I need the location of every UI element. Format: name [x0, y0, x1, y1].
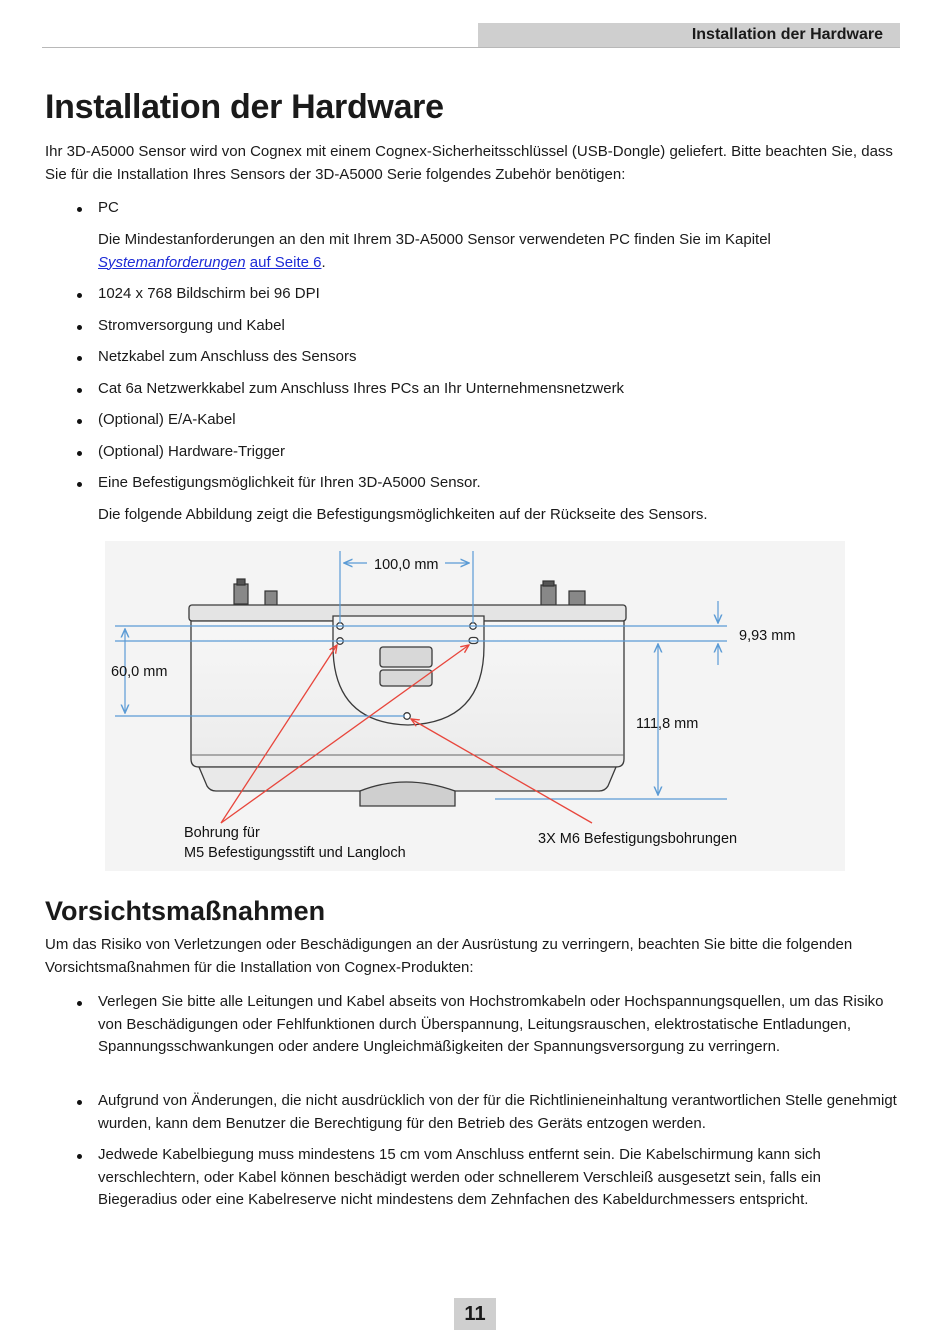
bullet-icon: [77, 451, 82, 456]
section-title: Vorsichtsmaßnahmen: [45, 896, 326, 926]
list-item-text: Aufgrund von Änderungen, die nicht ausdrücklich von der für die Richtlinieneinhaltung verantwortlichen Stelle genehmigt wurden, kann dem Benutzer die Berechtigung für den Betrieb des Geräts entzogen werden.: [98, 1092, 897, 1132]
page-title: Installation der Hardware: [45, 88, 444, 126]
header-divider: [42, 47, 900, 48]
safety-intro: Um das Risiko von Verletzungen oder Beschädigungen an der Ausrüstung zu verringern, beachten Sie bitte die folgenden Vorsichtsmaßnahmen für die Installation von Cognex-Produkten:: [45, 936, 853, 976]
holes-label: 3X M6 Befestigungsbohrungen: [538, 831, 738, 847]
sensor-body: [189, 605, 626, 806]
list-item-text: Stromversorgung und Kabel: [98, 317, 285, 334]
mounting-diagram: [105, 541, 845, 871]
bullet-icon: [77, 293, 82, 298]
list-item-text: Cat 6a Netzwerkkabel zum Anschluss Ihres PCs an Ihr Unternehmensnetzwerk: [98, 380, 625, 397]
mounting-note: Die folgende Abbildung zeigt die Befestigungsmöglichkeiten auf der Rückseite des Sensors.: [98, 506, 708, 523]
dimension-label-width: 100,0 mm: [374, 557, 439, 573]
bullet-icon: [77, 356, 82, 361]
bullet-icon: [77, 207, 82, 212]
bullet-icon: [77, 482, 82, 487]
list-item-text: PC: [98, 199, 119, 216]
pc-note-text: Die Mindestanforderungen an den mit Ihrem 3D-A5000 Sensor verwendeten PC finden Sie im Kapitel: [98, 231, 771, 248]
list-item-text: Netzkabel zum Anschluss des Sensors: [98, 348, 357, 365]
page-reference-link[interactable]: auf Seite 6: [249, 253, 322, 271]
bullet-icon: [77, 325, 82, 330]
list-item-text: (Optional) Hardware-Trigger: [98, 443, 286, 460]
bullet-icon: [77, 1154, 82, 1159]
list-item-text: Jedwede Kabelbiegung muss mindestens 15 cm vom Anschluss entfernt sein. Die Kabelschirmung kann sich verschlechtern, oder Kabel können beschädigt werden oder schnellerem Verschleiß ausgesetzt sein, falls ein Biegeradius oder eine Kabelreserve nicht mindestens dem Zehnfachen des Kabeldurchmessers entspricht.: [98, 1146, 821, 1208]
list-item-text: (Optional) E/A-Kabel: [98, 411, 236, 428]
bullet-icon: [77, 419, 82, 424]
list-item-text: 1024 x 768 Bildschirm bei 96 DPI: [98, 285, 320, 302]
dimension-label-left: 60,0 mm: [111, 664, 168, 680]
running-header: Installation der Hardware: [478, 23, 900, 48]
dimension-label-right: 111,8 mm: [636, 716, 699, 732]
bore-label-line1: Bohrung für: [184, 825, 260, 841]
system-requirements-link[interactable]: Systemanforderungen: [98, 253, 246, 271]
list-item-text: Verlegen Sie bitte alle Leitungen und Kabel abseits von Hochstromkabeln oder Hochspannungsquellen, um das Risiko von Beschädigungen oder Fehlfunktionen durch Überspannung, Leitungsrauschen, elektrostatische Entladungen, Spannungsschwankungen oder andere Ungleichmäßigkeiten der Spannungsversorgung zu verringern.: [98, 993, 884, 1055]
list-item-text: Eine Befestigungsmöglichkeit für Ihren 3D-A5000 Sensor.: [98, 474, 481, 491]
page-number: 11: [454, 1298, 496, 1330]
pc-note-end: .: [321, 253, 326, 271]
intro-paragraph: Ihr 3D-A5000 Sensor wird von Cognex mit einem Cognex-Sicherheitsschlüssel (USB-Dongle) geliefert. Bitte beachten Sie, dass Sie für die Installation Ihres Sensors der 3D-A5000 Serie folgendes Zubehör benötigen:: [45, 143, 893, 183]
bullet-icon: [77, 1100, 82, 1105]
bullet-icon: [77, 388, 82, 393]
bore-label-line2: M5 Befestigungsstift und Langloch: [184, 845, 406, 861]
sensor-back-drawing: [105, 541, 845, 871]
pc-requirements-note: [98, 229, 898, 274]
bullet-icon: [77, 1001, 82, 1006]
dimension-label-top: 9,93 mm: [739, 628, 796, 644]
